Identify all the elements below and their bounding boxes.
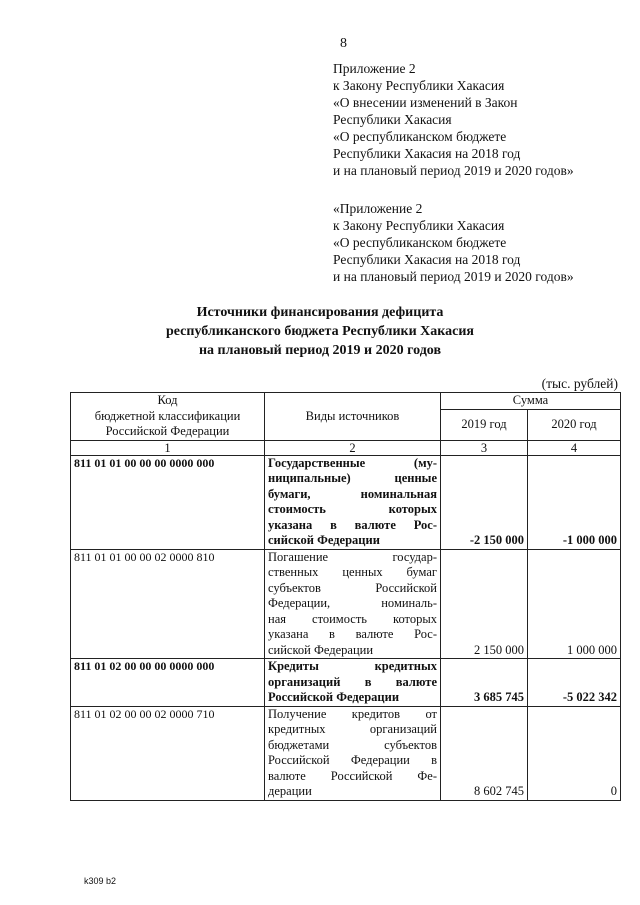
row-value-2020: -5 022 342 bbox=[528, 659, 621, 707]
title-line: Источники финансирования дефицита bbox=[196, 305, 444, 320]
appendix-line: и на плановый период 2019 и 2020 годов» bbox=[333, 163, 574, 178]
appendix-header-original bbox=[333, 200, 633, 285]
table-row bbox=[71, 455, 621, 549]
row-name-line: ная стоимость которых bbox=[268, 611, 437, 626]
row-value-2020: 1 000 000 bbox=[528, 549, 621, 659]
appendix-line: «О республиканском бюджете bbox=[333, 235, 507, 250]
header-sum: Сумма bbox=[441, 393, 621, 410]
row-name-line: Федерации, номиналь- bbox=[268, 596, 437, 610]
row-name-line: сийской Федерации bbox=[268, 533, 380, 547]
row-name-line: валюте Российской Фе- bbox=[268, 768, 437, 783]
appendix-header-amendment bbox=[333, 60, 633, 179]
row-name-line: стоимость которых bbox=[268, 502, 437, 516]
row-name-line: указана в валюте Рос- bbox=[268, 517, 437, 532]
row-name-line: дерации bbox=[268, 784, 312, 798]
page-number: 8 bbox=[340, 36, 347, 51]
row-value-2019: 8 602 745 bbox=[441, 706, 528, 800]
row-value-2019: -2 150 000 bbox=[441, 455, 528, 549]
row-name-line: Кредиты кредитных bbox=[268, 659, 437, 673]
row-name-line: кредитных организаций bbox=[268, 722, 437, 736]
appendix-line: к Закону Республики Хакасия bbox=[333, 218, 505, 233]
row-name-line: ниципальные) ценные bbox=[268, 471, 437, 485]
appendix-line: Республики Хакасия bbox=[333, 112, 452, 127]
table-row bbox=[71, 659, 621, 707]
table-row bbox=[71, 549, 621, 659]
appendix-line: «О республиканском бюджете bbox=[333, 129, 507, 144]
column-number: 4 bbox=[528, 440, 621, 455]
row-name-line: субъектов Российской bbox=[268, 580, 437, 595]
header-code-line: бюджетной классификации bbox=[94, 408, 241, 423]
column-number-row bbox=[71, 440, 621, 455]
row-value-2020: 0 bbox=[528, 706, 621, 800]
appendix-line: Республики Хакасия на 2018 год bbox=[333, 252, 521, 267]
column-number: 1 bbox=[71, 440, 265, 455]
header-code-line: Российской Федерации bbox=[105, 424, 230, 438]
footer-stamp: k309 b2 bbox=[84, 876, 117, 886]
row-code: 811 01 01 00 00 02 0000 810 bbox=[71, 549, 265, 659]
appendix-line: «Приложение 2 bbox=[333, 201, 423, 216]
row-name-line: Погашение государ- bbox=[268, 549, 437, 564]
column-number: 3 bbox=[441, 440, 528, 455]
row-name bbox=[265, 549, 441, 659]
row-name bbox=[265, 455, 441, 549]
row-name-line: указана в валюте Рос- bbox=[268, 627, 437, 641]
appendix-line: Республики Хакасия на 2018 год bbox=[333, 146, 521, 161]
title-line: на плановый период 2019 и 2020 годов bbox=[198, 343, 442, 358]
row-name-line: Российской Федерации bbox=[268, 690, 400, 704]
row-name bbox=[265, 659, 441, 707]
table-header-row bbox=[71, 393, 621, 410]
row-code: 811 01 02 00 00 02 0000 710 bbox=[71, 706, 265, 800]
row-value-2019: 3 685 745 bbox=[441, 659, 528, 707]
row-name-line: бумаги, номинальная bbox=[268, 486, 437, 501]
appendix-line: «О внесении изменений в Закон bbox=[333, 95, 518, 110]
row-code: 811 01 02 00 00 00 0000 000 bbox=[71, 659, 265, 707]
row-name-line: ственных ценных бумаг bbox=[268, 565, 437, 579]
appendix-line: Приложение 2 bbox=[333, 61, 416, 76]
column-number: 2 bbox=[265, 440, 441, 455]
row-name-line: организаций в валюте bbox=[268, 674, 437, 689]
row-name-line: Российской Федерации в bbox=[268, 753, 437, 767]
row-code: 811 01 01 00 00 00 0000 000 bbox=[71, 455, 265, 549]
header-year-2020: 2020 год bbox=[528, 409, 621, 440]
row-name bbox=[265, 706, 441, 800]
row-name-line: сийской Федерации bbox=[268, 642, 374, 657]
row-name-line: Получение кредитов от bbox=[268, 706, 437, 721]
document-title bbox=[60, 303, 580, 360]
header-code-line: Код bbox=[157, 393, 178, 407]
row-name-line: бюджетами субъектов bbox=[268, 737, 437, 752]
header-code bbox=[71, 393, 265, 441]
units-note: (тыс. рублей) bbox=[541, 376, 618, 391]
title-line: республиканского бюджета Республики Хакасия bbox=[166, 324, 474, 339]
financing-sources-table bbox=[70, 392, 621, 801]
header-sources: Виды источников bbox=[265, 393, 441, 441]
row-name-line: Государственные (му- bbox=[268, 455, 437, 470]
row-value-2019: 2 150 000 bbox=[441, 549, 528, 659]
appendix-line: и на плановый период 2019 и 2020 годов» bbox=[333, 269, 574, 284]
row-value-2020: -1 000 000 bbox=[528, 455, 621, 549]
appendix-line: к Закону Республики Хакасия bbox=[333, 78, 505, 93]
header-year-2019: 2019 год bbox=[441, 409, 528, 440]
table-row bbox=[71, 706, 621, 800]
